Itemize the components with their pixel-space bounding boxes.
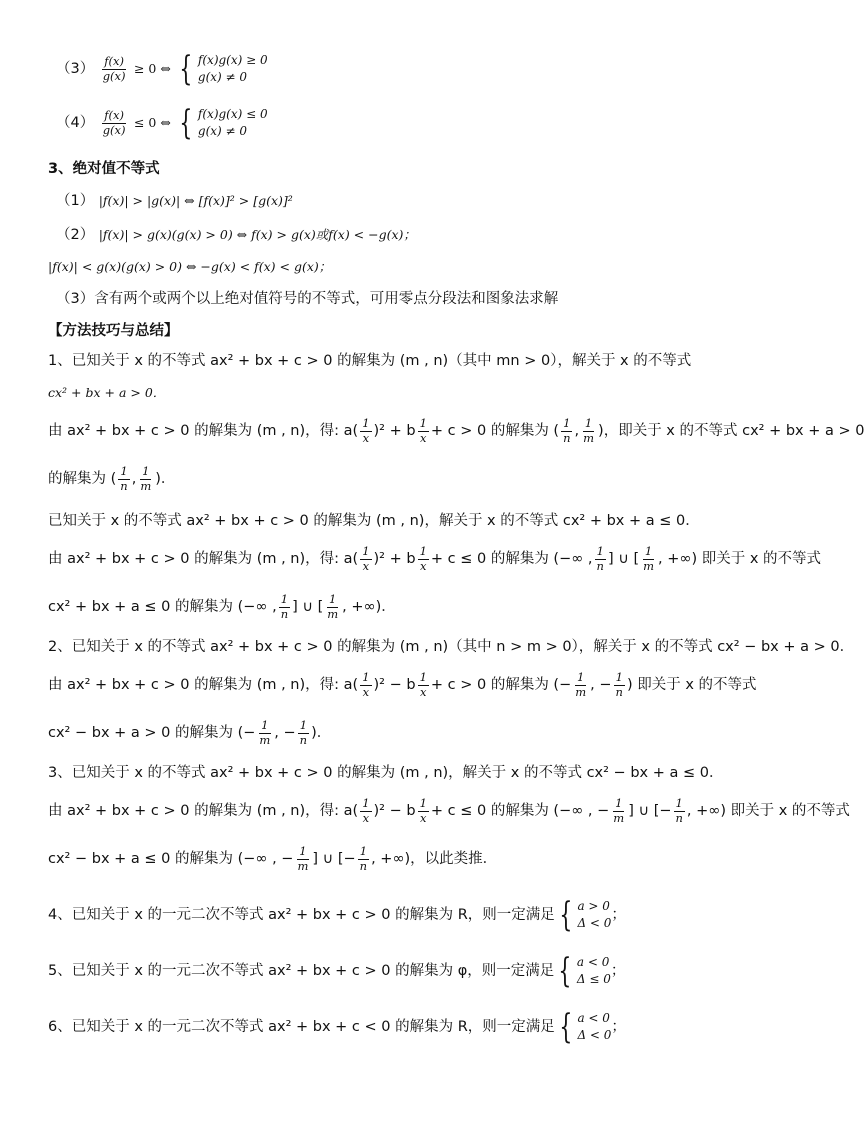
fraction [360,546,371,572]
fraction [614,672,625,698]
text-segment: ] ∪ [− [628,803,672,819]
text-segment: f(x)g(x) ≥ 0 [197,53,268,67]
fraction [257,720,272,746]
fraction-denominator: x [419,684,427,699]
text-segment: )． [155,471,176,487]
fraction [418,672,429,698]
fraction [418,418,429,444]
text-segment: f(x)g(x) ≤ 0 [197,107,268,121]
fraction-numerator: 1 [120,464,128,478]
fraction-numerator: 1 [419,670,427,684]
abs-item-1 [56,192,293,210]
text-segment: )，即关于 x 的不等式 cx² + bx + a > 0 [598,423,864,439]
item-4-fraction [101,110,128,136]
text-segment: )² − b [373,803,416,819]
text-segment: a < 0 [577,1011,610,1025]
fraction [358,846,369,872]
condition-lines [577,1010,611,1044]
item-3-relation: ≥ 0 ⇔ [133,61,171,76]
fraction-denominator: n [675,810,683,825]
text-segment: , − [590,677,612,693]
method-6 [48,1007,626,1047]
abs-item-2 [56,226,416,244]
fraction-numerator: 1 [299,844,307,858]
text-segment: )² + b [373,423,416,439]
method-1-line-5: 已知关于 x 的不等式 ax² + bx + c > 0 的解集为 (m , n)，解关于 x 的不等式 cx² + bx + a ≤ 0． [48,513,700,529]
text-segment: |f(x)| < g(x)(g(x) > 0) ⇔ −g(x) < f(x) < g(x)； [48,259,332,274]
left-brace-icon: { [559,1007,573,1047]
fraction-denominator: x [419,430,427,445]
text-segment: 6、已知关于 x 的一元二次不等式 ax² + bx + c < 0 的解集为 R，则一定满足 [48,1019,555,1035]
method-2-line-3 [48,720,331,746]
method-1-line-3: 由 ax² + bx + c > 0 的解集为 (m , n)，得: a( $\frac{1}{x}$ )² + b $\frac{1}{x}$ + c > 0 的解集为 ( $\frac{1}{n}$ , $\frac{1}{m}$ )，即关于 x 的不等式 cx² + bx + a > 0 [48,416,864,445]
item-4-system [175,103,268,143]
fraction-numerator: 1 [596,544,604,558]
text-segment: , +∞)，以此类推． [371,851,498,867]
text-segment: 由 ax² + bx + c > 0 的解集为 (m , n)，得: a( [48,423,359,439]
fraction [360,798,371,824]
condition-system [554,951,611,991]
fraction-denominator: m [297,858,309,873]
text-segment: + c > 0 的解集为 ( [430,423,560,439]
method-1-line-6 [48,546,821,572]
text-segment: 4、已知关于 x 的一元二次不等式 ax² + bx + c > 0 的解集为 R，则一定满足 [48,907,555,923]
text-segment: , − [274,725,296,741]
fraction-denominator: n [120,478,128,493]
fraction-numerator: 1 [419,416,427,430]
condition-lines [198,106,268,140]
text-segment: + c > 0 的解集为 (− [430,677,572,693]
left-brace-icon: { [558,951,572,991]
fraction-denominator: m [583,430,595,445]
method-4 [48,895,626,935]
abs-item-2b [48,258,331,276]
fraction-numerator: 1 [299,718,308,732]
fraction-numerator: 1 [577,670,585,684]
method-3-line-3 [48,846,497,872]
fraction-denominator: m [327,606,339,621]
fraction-denominator: m [140,478,152,493]
fraction-numerator: 1 [362,416,370,430]
text-segment: 5、已知关于 x 的一元二次不等式 ax² + bx + c > 0 的解集为 φ，则一定满足 [48,963,555,979]
fraction [561,418,572,444]
fraction [641,546,656,572]
method-1-line-1: 1、已知关于 x 的不等式 ax² + bx + c > 0 的解集为 (m , n)（其中 mn > 0），解关于 x 的不等式 [48,353,692,369]
fraction-denominator: m [575,684,587,699]
text-segment: （1） [56,193,95,209]
fraction-denominator: x [362,684,370,699]
text-segment: ； [610,963,626,979]
fraction-numerator: 1 [584,416,593,430]
fraction-numerator: 1 [615,796,623,810]
fraction-denominator: n [615,684,623,699]
text-segment: + c ≤ 0 的解集为 (−∞ , [430,551,593,567]
text-segment: 的解集为 ( [48,471,117,487]
fraction-denominator: m [643,558,655,573]
fraction [325,594,340,620]
item-3-system [175,49,268,89]
fraction [295,846,310,872]
fraction-denominator: n [563,430,571,445]
condition-system [555,1007,612,1047]
fraction-denominator: n [280,606,289,621]
method-5 [48,951,626,991]
fraction [360,672,371,698]
text-segment: , +∞) 即关于 x 的不等式 [658,551,822,567]
fraction-numerator: 1 [359,844,368,858]
text-segment: , +∞) 即关于 x 的不等式 [686,803,850,819]
method-3-line-2 [48,798,850,824]
text-segment: Δ < 0 [577,1028,612,1042]
left-brace-icon: { [179,49,193,89]
left-brace-icon: { [179,103,193,143]
section-heading-abs: 3、绝对值不等式 [48,161,160,177]
text-segment: ] ∪ [ [292,599,324,615]
left-brace-icon: { [559,895,573,935]
fraction-numerator: 1 [329,592,337,606]
fraction-denominator: m [613,810,625,825]
text-segment: Δ ≤ 0 [576,972,611,986]
item-3-label: （3） [56,61,95,77]
text-segment: 由 ax² + bx + c > 0 的解集为 (m , n)，得: a( [48,677,359,693]
fraction-denominator: m [259,732,271,747]
method-1-line-2: cx² + bx + a > 0． [48,385,166,400]
fraction [298,720,309,746]
fraction [573,672,588,698]
text-segment: g(x) ≠ 0 [197,124,248,138]
fraction-numerator: 1 [563,416,571,430]
item-4-relation: ≤ 0 ⇔ [133,115,171,130]
condition-lines [577,954,611,988]
item-4 [56,103,268,143]
text-segment: cx² − bx + a ≤ 0 的解集为 (−∞ , − [48,851,294,867]
text-segment: ； [611,1019,626,1035]
fraction-denominator: g(x) [102,68,126,83]
item-4-label: （4） [56,115,95,131]
method-2-line-1: 2、已知关于 x 的不等式 ax² + bx + c > 0 的解集为 (m , n)（其中 n > m > 0），解关于 x 的不等式 cx² − bx + a > 0． [48,639,855,655]
fraction-denominator: n [299,732,308,747]
method-3-line-1: 3、已知关于 x 的不等式 ax² + bx + c > 0 的解集为 (m , n)，解关于 x 的不等式 cx² − bx + a ≤ 0． [48,765,724,781]
text-segment: cx² − bx + a > 0 的解集为 (− [48,725,256,741]
fraction [418,798,429,824]
fraction-numerator: 1 [362,670,370,684]
text-segment: , +∞)． [342,599,396,615]
condition-system [555,895,612,935]
fraction-numerator: 1 [142,464,150,478]
fraction-numerator: f(x) [104,54,124,68]
fraction-numerator: 1 [419,796,427,810]
fraction-numerator: f(x) [104,108,124,122]
fraction-denominator: x [362,810,370,825]
fraction-numerator: 1 [261,718,269,732]
text-segment: )² − b [373,677,416,693]
text-segment: ] ∪ [− [312,851,356,867]
fraction-denominator: x [362,558,370,573]
fraction [418,546,429,572]
method-1-line-7 [48,594,396,620]
fraction [611,798,626,824]
text-segment: )² + b [373,551,416,567]
fraction-denominator: x [419,810,427,825]
fraction-denominator: g(x) [102,122,126,137]
fraction [279,594,290,620]
fraction-numerator: 1 [675,796,683,810]
method-1-line-4: 的解集为 ( $\frac{1}{n}$ , $\frac{1}{m}$ )． [48,464,176,493]
fraction [118,466,129,492]
fraction-denominator: n [596,558,604,573]
text-segment: g(x) ≠ 0 [197,70,248,84]
text-segment: a > 0 [577,899,610,913]
text-segment: 由 ax² + bx + c > 0 的解集为 (m , n)，得: a( [48,803,359,819]
text-segment: （2） [56,227,95,243]
abs-item-3: （3）含有两个或两个以上绝对值符号的不等式，可用零点分段法和图象法求解 [56,291,559,307]
fraction-numerator: 1 [280,592,289,606]
fraction-numerator: 1 [362,796,370,810]
fraction [595,546,606,572]
condition-lines [198,52,268,86]
item-3 [56,49,268,89]
fraction [138,466,153,492]
text-segment: )． [311,725,332,741]
fraction [360,418,371,444]
fraction-numerator: 1 [615,670,623,684]
text-segment: |f(x)| > g(x)(g(x) > 0) ⇔ f(x) > g(x)或f(x) < −g(x)； [98,227,416,242]
fraction-numerator: 1 [362,544,370,558]
method-2-line-2 [48,672,757,698]
text-segment: ) 即关于 x 的不等式 [626,677,757,693]
fraction [674,798,685,824]
text-segment: ] ∪ [ [607,551,640,567]
text-segment: ； [611,907,626,923]
item-3-fraction [101,56,128,82]
fraction-denominator: n [359,858,368,873]
section-heading-methods: 【方法技巧与总结】 [48,323,179,339]
text-segment: Δ < 0 [577,916,612,930]
condition-lines [577,898,611,932]
fraction-numerator: 1 [419,544,427,558]
text-segment: 由 ax² + bx + c > 0 的解集为 (m , n)，得: a( [48,551,359,567]
text-segment: |f(x)| > |g(x)| ⇔ [f(x)]² > [g(x)]² [98,193,293,208]
text-segment: a < 0 [576,955,610,969]
fraction [581,418,596,444]
fraction-denominator: x [362,430,370,445]
text-segment: cx² + bx + a ≤ 0 的解集为 (−∞ , [48,599,277,615]
fraction-numerator: 1 [644,544,653,558]
text-segment: + c ≤ 0 的解集为 (−∞ , − [430,803,610,819]
fraction-denominator: x [419,558,427,573]
